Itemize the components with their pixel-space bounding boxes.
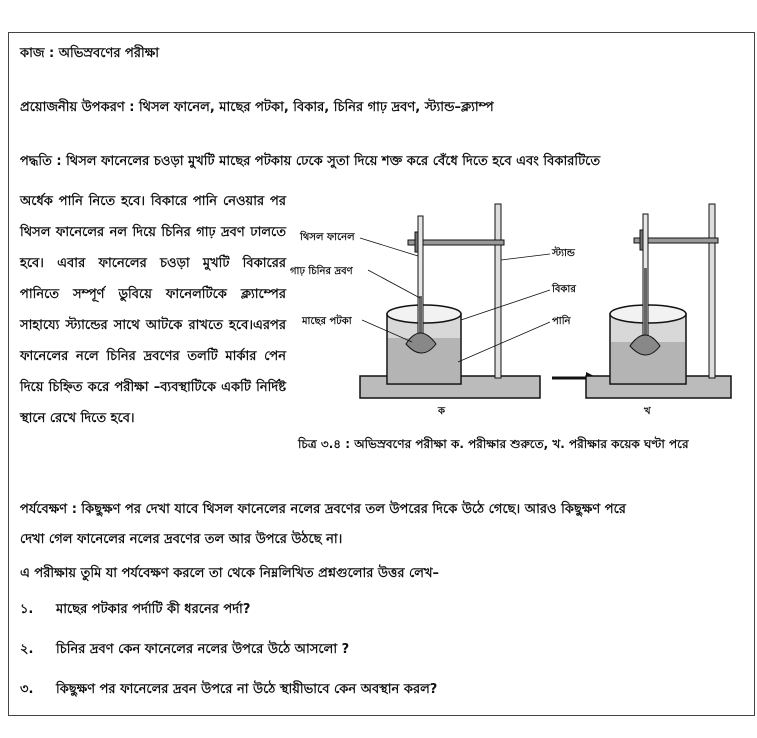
- question-number: ১.: [20, 602, 34, 617]
- observation-line-2: দেখা গেল ফানেলের নলের দ্রবণের তল আর উপরে উঠছে না।: [20, 532, 343, 547]
- label-beaker: বিকার: [552, 284, 576, 295]
- question-number: ২.: [20, 642, 34, 657]
- apparatus-start: [360, 204, 540, 398]
- figure-caption: চিত্র ৩.৪ : অভিস্রবণের পরীক্ষা ক. পরীক্ষার শুরুতে, খ. পরীক্ষার কয়েক ঘণ্টা পরে: [298, 437, 689, 451]
- question-item: [20, 640, 349, 661]
- label-fish-bladder: মাছের পটকা: [302, 316, 352, 327]
- question-item: [20, 680, 437, 701]
- apparatus-after: [586, 204, 731, 417]
- activity-title: কাজ : অভিস্রবণের পরীক্ষা: [20, 46, 160, 61]
- method-first-line: পদ্ধতি : থিসল ফানেলের চওড়া মুখটি মাছের পটকায় ঢেকে সুতা দিয়ে শক্ত করে বেঁধে দিতে হবে এবং বিকারটিতে: [20, 154, 601, 169]
- question-text: কিছুক্ষণ পর ফানেলের দ্রবন উপরে না উঠে স্থায়ীভাবে কেন অবস্থান করল?: [56, 682, 438, 697]
- label-panel-a: ক: [438, 406, 445, 417]
- label-panel-b: খ: [644, 406, 651, 417]
- label-sugar-solution: গাঢ় চিনির দ্রবণ: [290, 266, 353, 277]
- question-item: [20, 600, 250, 621]
- osmosis-figure: [290, 196, 750, 426]
- question-number: ৩.: [20, 682, 34, 697]
- observation-line-1: পর্যবেক্ষণ : কিছুক্ষণ পর দেখা যাবে থিসল ফানেলের নলের দ্রবণের তল উপরের দিকে উঠে গেছে। আরও কিছুক্ষণ পরে: [20, 502, 626, 517]
- label-stand: স্ট্যান্ড: [552, 248, 575, 259]
- question-text: মাছের পটকার পর্দাটি কী ধরনের পর্দা?: [56, 602, 251, 617]
- question-text: চিনির দ্রবণ কেন ফানেলের নলের উপরে উঠে আসলো ?: [56, 642, 350, 657]
- materials-line: প্রয়োজনীয় উপকরণ : থিসল ফানেল, মাছের পটকা, বিকার, চিনির গাঢ় দ্রবণ, স্ট্যান্ড–ক্ল্যাম্প: [20, 100, 494, 115]
- method-paragraph: অর্ধেক পানি নিতে হবে। বিকারে পানি নেওয়ার পর থিসল ফানেলের নল দিয়ে চিনির গাঢ় দ্রবণ ঢালতে হবে। এবার ফানেলের চওড়া মুখটি বিকারের পানিতে সম্পূর্ণ ডুবিয়ে ফানেলটিকে ক্ল্যাম্পের সাহায্যে স্ট্যান্ডের সাথে আটকে রাখতে হবে।এরপর ফানেলের নলে চিনির দ্রবণের তলটি মার্কার পেন দিয়ে চিহ্নিত করে পরীক্ষা –ব্যবস্থাটিকে একটি নির্দিষ্ট স্থানে রেখে দিতে হবে।: [20, 194, 286, 426]
- label-water: পানি: [552, 316, 571, 327]
- label-thistle-funnel: থিসল ফানেল: [300, 232, 355, 243]
- questions-prompt: এ পরীক্ষায় তুমি যা পর্যবেক্ষণ করলে তা থেকে নিম্নলিখিত প্রশ্নগুলোর উত্তর লেখ–: [20, 566, 440, 581]
